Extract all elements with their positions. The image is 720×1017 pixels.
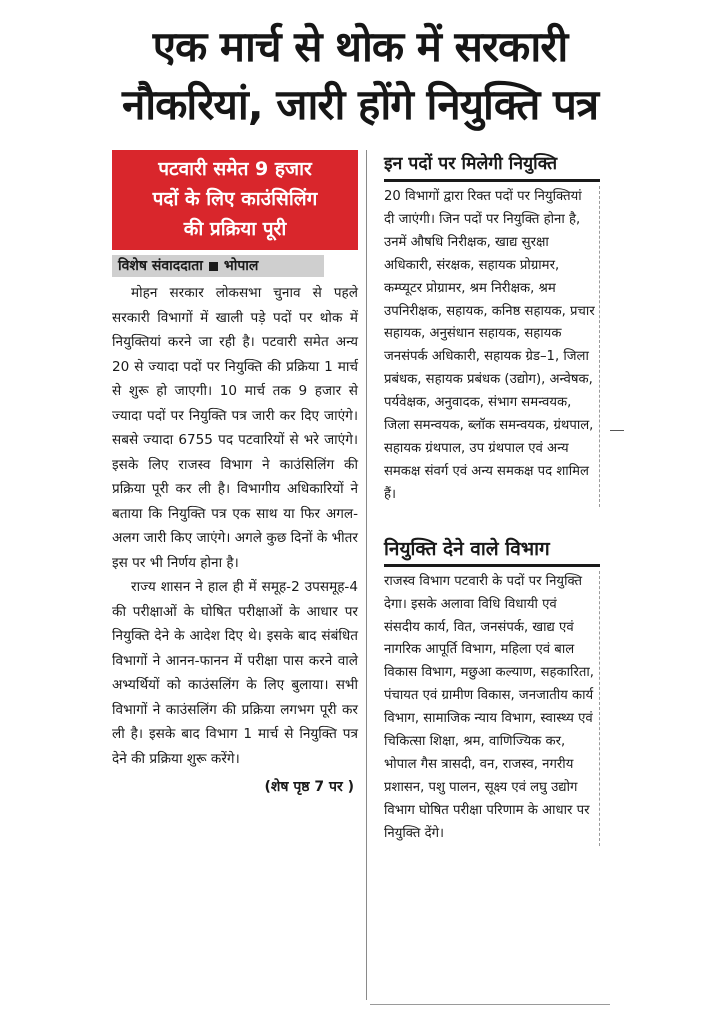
bottom-rule bbox=[370, 1004, 610, 1005]
headline-line-1: एक मार्च से थोक में सरकारी bbox=[152, 22, 568, 71]
subheadline-line-3: की प्रक्रिया पूरी bbox=[183, 218, 287, 240]
sidebar-column bbox=[378, 150, 600, 846]
byline bbox=[112, 255, 324, 277]
departments-box-text: राजस्व विभाग पटवारी के पदों पर नियुक्ति देगा। इसके अलावा विधि विधायी एवं संसदीय कार्य, वित, जनसंपर्क, खाद्य एवं नागरिक आपूर्ति विभाग, महिला एवं बाल विकास विभाग, मछुआ कल्याण, सहकारिता, पंचायत एवं ग्रामीण विकास, जनजातीय कार्य विभाग, सामाजिक न्याय विभाग, स्वास्थ्य एवं चिकित्सा शिक्षा, श्रम, वाणिज्यिक कर, भोपाल गैस त्रासदी, वन, राजस्व, नगरीय प्रशासन, पशु पालन, सूक्ष्य एवं लघु उद्योग विभाग घोषित परीक्षा परिणाम के आधार पर नियुक्ति देंगे। bbox=[384, 571, 600, 846]
continued-note: (शेष पृष्ठ 7 पर ) bbox=[264, 779, 354, 795]
subheadline-line-2: पदों के लिए काउंसिलिंग bbox=[152, 188, 318, 210]
subheadline-box bbox=[112, 150, 358, 250]
headline-line-2: नौकरियां, जारी होंगे नियुक्ति पत्र bbox=[121, 80, 599, 129]
article-paragraph: राज्य शासन ने हाल ही में समूह-2 उपसमूह-4 की परीक्षाओं के घोषित परीक्षाओं के आधार पर नियुक्ति देने के आदेश दिए थे। इसके बाद संबंधित विभागों ने आनन-फानन में परीक्षा पास करने वाले अभ्यर्थियों को काउंसलिंग के लिए बुलाया। सभी विभागों ने काउंसलिंग की प्रक्रिया लगभग पूरी कर ली है। इसके बाद विभाग 1 मार्च से नियुक्ति पत्र देने की प्रक्रिया शुरू करेंगे। bbox=[112, 579, 358, 767]
byline-author: विशेष संवाददाता bbox=[118, 258, 203, 274]
main-article-column bbox=[112, 150, 358, 796]
column-divider bbox=[366, 150, 367, 1000]
byline-city: भोपाल bbox=[223, 258, 259, 274]
posts-box-text: 20 विभागों द्वारा रिक्त पदों पर नियुक्तियां दी जाएंगी। जिन पदों पर नियुक्ति होना है, उनमें औषधि निरीक्षक, खाद्य सुरक्षा अधिकारी, संरक्षक, सहायक प्रोग्रामर, कम्प्यूटर प्रोग्रामर, श्रम निरीक्षक, श्रम उपनिरीक्षक, सहायक, कनिष्ठ सहायक, प्रचार सहायक, अनुसंधान सहायक, सहायक जनसंपर्क अधिकारी, सहायक ग्रेड–1, जिला प्रबंधक, सहायक प्रबंधक (उद्योग), अन्वेषक, पर्यवेक्षक, अनुवादक, संभाग समन्वयक, जिला समन्वयक, ब्लॉक समन्वयक, ग्रंथपाल, सहायक ग्रंथपाल, उप ग्रंथपाल एवं अन्य समकक्ष संवर्ग एवं अन्य समकक्ष पद शामिल हैं। bbox=[384, 186, 600, 507]
posts-box-heading: इन पदों पर मिलेगी नियुक्ति bbox=[384, 150, 600, 182]
article-body bbox=[112, 281, 358, 771]
subheadline-line-1: पटवारी समेत 9 हजार bbox=[158, 158, 312, 180]
square-bullet-icon bbox=[209, 262, 218, 271]
departments-box-heading: नियुक्ति देने वाले विभाग bbox=[384, 535, 600, 567]
article-paragraph: मोहन सरकार लोकसभा चुनाव से पहले सरकारी विभागों में खाली पड़े पदों पर थोक में नियुक्तियां करने जा रही है। पटवारी समेत अन्य 20 से ज्यादा पदों पर नियुक्ति की प्रक्रिया 1 मार्च से शुरू हो जाएगी। 10 मार्च तक 9 हजार से ज्यादा पदों पर नियुक्ति पत्र जारी कर दिए जाएंगे। सबसे ज्यादा 6755 पद पटवारियों से भरे जाएंगे। इसके लिए राजस्व विभाग ने काउंसिलिंग की प्रक्रिया पूरी कर ली है। विभागीय अधिकारियों ने बताया कि नियुक्ति पत्र एक साथ या फिर अगल-अलग जारी किए जाएंगे। अगले कुछ दिनों के भीतर इस पर भी निर्णय होना है। bbox=[112, 285, 358, 571]
margin-tick bbox=[610, 430, 624, 431]
headline bbox=[0, 18, 720, 134]
